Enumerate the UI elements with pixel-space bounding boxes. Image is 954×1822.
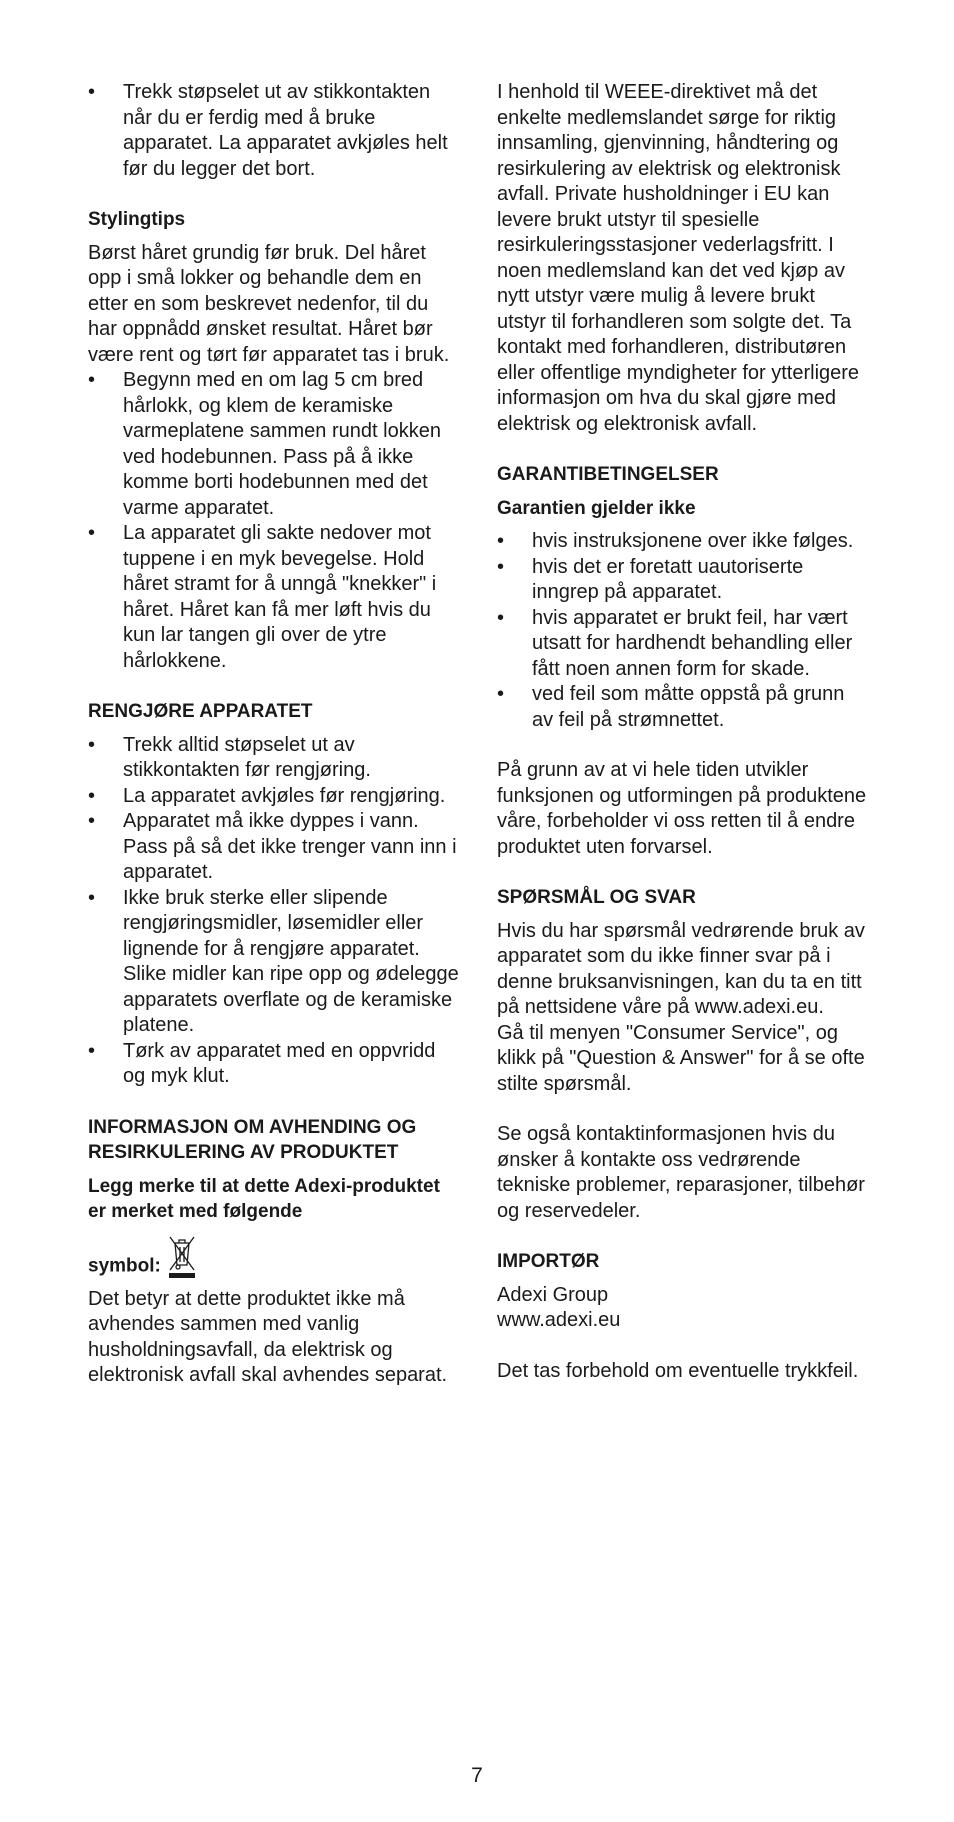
guarantee-heading: GARANTIBETINGELSER: [497, 464, 719, 485]
list-item: • Trekk alltid støpselet ut av stikkontakten før rengjøring.: [88, 733, 460, 784]
disposal-heading: INFORMASJON OM AVHENDING OG RESIRKULERING AV PRODUKTET: [88, 1116, 417, 1163]
guarantee-subheading: Garantien gjelder ikke: [497, 497, 696, 519]
left-column: [88, 80, 460, 1389]
list-item: • ved feil som måtte oppstå på grunn av feil på strømnettet.: [497, 682, 869, 733]
intro-bullet-list: [88, 80, 460, 182]
list-item: • La apparatet avkjøles før rengjøring.: [88, 784, 460, 810]
importer-heading: IMPORTØR: [497, 1251, 600, 1272]
crossed-out-wheelie-bin-icon: [167, 1233, 197, 1279]
list-item: • hvis instruksjonene over ikke følges.: [497, 529, 869, 555]
cleaning-heading: RENGJØRE APPARATET: [88, 701, 313, 722]
importer-disclaimer: Det tas forbehold om eventuelle trykkfeil.: [497, 1359, 859, 1382]
list-item: • Trekk støpselet ut av stikkontakten når du er ferdig med å bruke apparatet. La apparatet avkjøles helt før du legger det bort.: [88, 80, 460, 182]
page-number: 7: [471, 1764, 483, 1787]
disposal-paragraph: Det betyr at dette produktet ikke må avhendes sammen med vanlig husholdningsavfall, da elektrisk og elektronisk avfall skal avhendes separat.: [88, 1287, 448, 1386]
guarantee-bullet-list: [497, 529, 869, 733]
faq-paragraph-3: Se også kontaktinformasjonen hvis du ønsker å kontakte oss vedrørende tekniske problemer, reparasjoner, tilbehør og reservedeler.: [497, 1123, 865, 1222]
faq-paragraph-1: Hvis du har spørsmål vedrørende bruk av apparatet som du ikke finner svar på i denne bruksanvisningen, kan du ta en titt på nettsidene våre på www.adexi.eu.: [497, 919, 865, 1018]
styling-tips-heading: Stylingtips: [88, 209, 186, 230]
list-item: • Ikke bruk sterke eller slipende rengjøringsmidler, løsemidler eller lignende for å rengjøre apparatet. Slike midler kan ripe opp og ødelegge apparatets overflate og de keramiske platene.: [88, 886, 460, 1039]
styling-tips-paragraph: Børst håret grundig før bruk. Del håret opp i små lokker og behandle dem en etter en som beskrevet nedenfor, til du har oppnådd ønsket resultat. Håret bør være rent og tørt før apparatet tas i bruk.: [88, 241, 450, 366]
list-item: • hvis apparatet er brukt feil, har vært utsatt for hardhendt behandling eller fått noen annen form for skade.: [497, 606, 869, 683]
list-item: • Apparatet må ikke dyppes i vann. Pass på så det ikke trenger vann inn i apparatet.: [88, 809, 460, 886]
importer-website: www.adexi.eu: [497, 1309, 621, 1331]
list-item: • hvis det er foretatt uautoriserte inngrep på apparatet.: [497, 555, 869, 606]
importer-company: Adexi Group: [497, 1283, 609, 1306]
list-item: • La apparatet gli sakte nedover mot tuppene i en myk bevegelse. Hold håret stramt for å unngå "knekker" i håret. Håret kan få mer løft hvis du kun lar tangen gli over de ytre hårlokkene.: [88, 521, 460, 674]
weee-paragraph: I henhold til WEEE-direktivet må det enkelte medlemslandet sørge for riktig innsamling, gjenvinning, håndtering og resirkulering av elektrisk og elektronisk avfall. Private husholdninger i EU kan levere brukt utstyr til spesielle resirkuleringsstasjoner vederlagsfritt. I noen medlemsland kan det ved kjøp av nytt utstyr være mulig å levere brukt utstyr til forhandleren som solgte det. Ta kontakt med forhandleren, distributøren eller offentlige myndigheter for ytterligere informasjon om hva du skal gjøre med elektrisk og elektronisk avfall.: [497, 81, 860, 435]
cleaning-bullet-list: [88, 733, 460, 1090]
symbol-label: symbol:: [88, 1255, 161, 1276]
styling-bullet-list: [88, 368, 460, 674]
disposal-bold-text: Legg merke til at dette Adexi-produktet er merket med følgende: [88, 1175, 440, 1222]
symbol-line: [88, 1233, 460, 1279]
list-item: • Begynn med en om lag 5 cm bred hårlokk, og klem de keramiske varmeplatene sammen rundt lokken ved hodebunnen. Pass på å ikke komme borti hodebunnen med det varme apparatet.: [88, 368, 460, 521]
faq-heading: SPØRSMÅL OG SVAR: [497, 887, 696, 908]
list-item: • Tørk av apparatet med en oppvridd og myk klut.: [88, 1039, 460, 1090]
guarantee-paragraph: På grunn av at vi hele tiden utvikler funksjonen og utformingen på produktene våre, forbeholder vi oss retten til å endre produktet uten forvarsel.: [497, 759, 867, 858]
faq-paragraph-2: Gå til menyen "Consumer Service", og klikk på "Question & Answer" for å se ofte stilte spørsmål.: [497, 1021, 865, 1095]
right-column: [497, 80, 869, 1384]
